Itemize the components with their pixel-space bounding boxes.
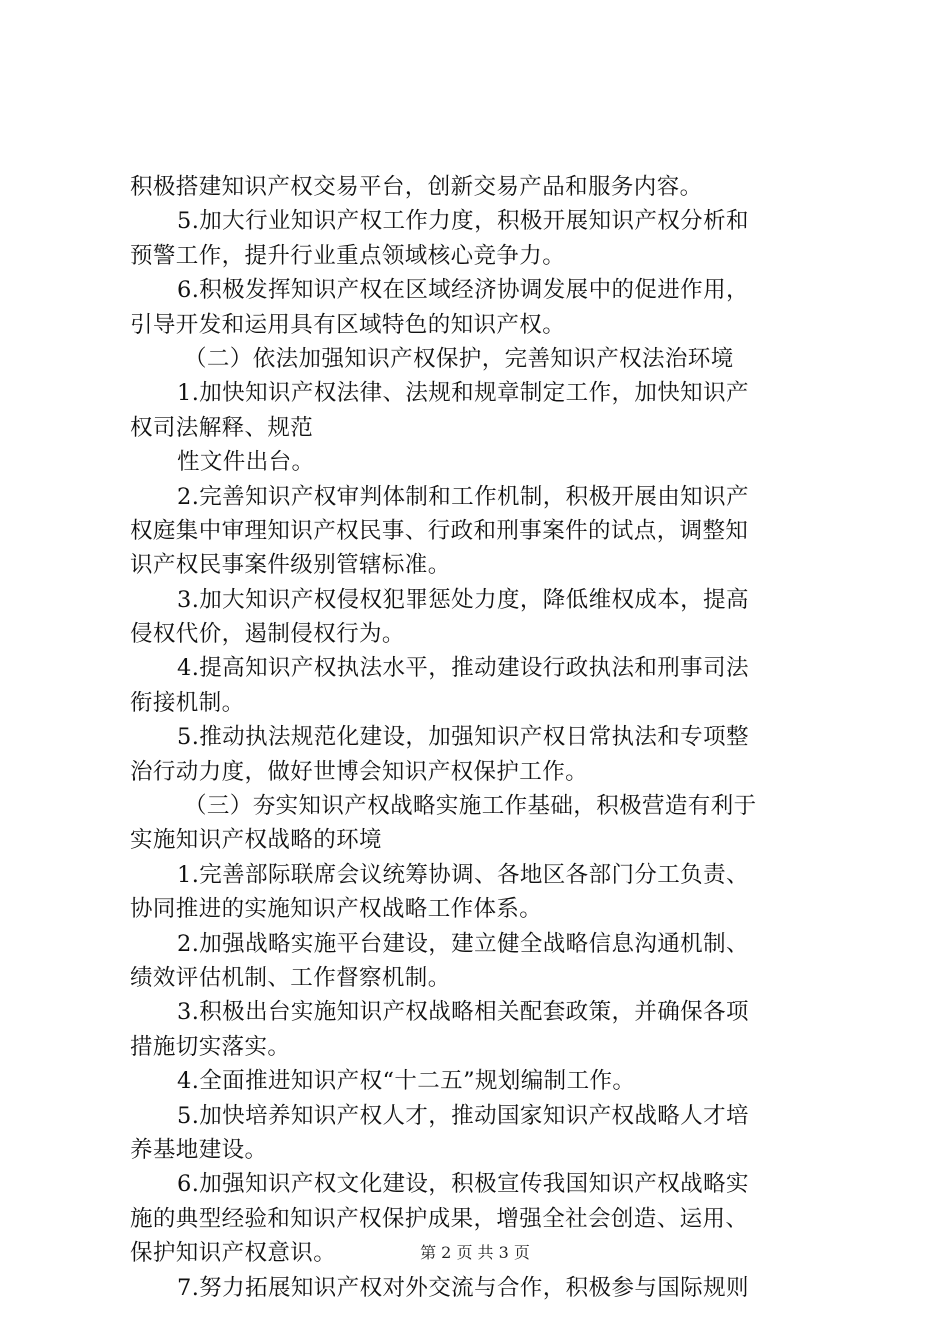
text-line: 4.提高知识产权执法水平，推动建设行政执法和刑事司法 xyxy=(177,655,749,682)
text-line: 1.完善部际联席会议统筹协调、各地区各部门分工负责、 xyxy=(177,861,749,888)
text-line: 2.完善知识产权审判体制和工作机制，积极开展由知识产 xyxy=(177,483,749,510)
text-line: 5.加快培养知识产权人才，推动国家知识产权战略人才培 xyxy=(177,1102,749,1129)
page-number: 第 2 页 共 3 页 xyxy=(420,1243,530,1262)
text-line: 识产权民事案件级别管辖标准。 xyxy=(130,552,451,579)
text-line: 权庭集中审理知识产权民事、行政和刑事案件的试点，调整知 xyxy=(130,517,749,544)
text-line: 6.积极发挥知识产权在区域经济协调发展中的促进作用， xyxy=(177,277,749,304)
text-line: 实施知识产权战略的环境 xyxy=(130,827,382,854)
page-footer xyxy=(0,1243,950,1263)
section-heading: （三）夯实知识产权战略实施工作基础，积极营造有利于 xyxy=(184,793,757,820)
text-line: 积极搭建知识产权交易平台，创新交易产品和服务内容。 xyxy=(130,174,703,200)
text-line: 绩效评估机制、工作督察机制。 xyxy=(130,964,451,991)
text-line: 5.加大行业知识产权工作力度，积极开展知识产权分析和 xyxy=(177,208,749,235)
text-line: 治行动力度，做好世博会知识产权保护工作。 xyxy=(130,758,589,785)
text-line: 施的典型经验和知识产权保护成果，增强全社会创造、运用、 xyxy=(130,1205,749,1232)
text-line: 衔接机制。 xyxy=(130,689,245,716)
text-line: 1.加快知识产权法律、法规和规章制定工作，加快知识产 xyxy=(177,380,749,407)
text-line: 7.努力拓展知识产权对外交流与合作，积极参与国际规则 xyxy=(177,1274,749,1301)
text-line: 预警工作，提升行业重点领域核心竞争力。 xyxy=(130,242,566,269)
text-line: 3.积极出台实施知识产权战略相关配套政策，并确保各项 xyxy=(177,999,749,1026)
text-line: 措施切实落实。 xyxy=(130,1033,291,1060)
text-line: 5.推动执法规范化建设，加强知识产权日常执法和专项整 xyxy=(177,724,749,751)
text-line: 侵权代价，遏制侵权行为。 xyxy=(130,621,405,648)
text-line: 6.加强知识产权文化建设，积极宣传我国知识产权战略实 xyxy=(177,1171,749,1198)
text-line: 保护知识产权意识。 xyxy=(130,1240,337,1267)
text-line: 权司法解释、规范 xyxy=(130,414,314,441)
text-line: 3.加大知识产权侵权犯罪惩处力度，降低维权成本，提高 xyxy=(177,586,749,613)
document-body xyxy=(130,170,830,1305)
section-heading: （二）依法加强知识产权保护，完善知识产权法治环境 xyxy=(184,345,734,372)
text-line: 2.加强战略实施平台建设，建立健全战略信息沟通机制、 xyxy=(177,930,749,957)
text-line: 性文件出台。 xyxy=(177,449,315,476)
text-line: 养基地建设。 xyxy=(130,1136,268,1163)
text-line: 引导开发和运用具有区域特色的知识产权。 xyxy=(130,311,566,338)
text-line: 4.全面推进知识产权“十二五”规划编制工作。 xyxy=(177,1068,636,1095)
text-line: 协同推进的实施知识产权战略工作体系。 xyxy=(130,896,543,923)
